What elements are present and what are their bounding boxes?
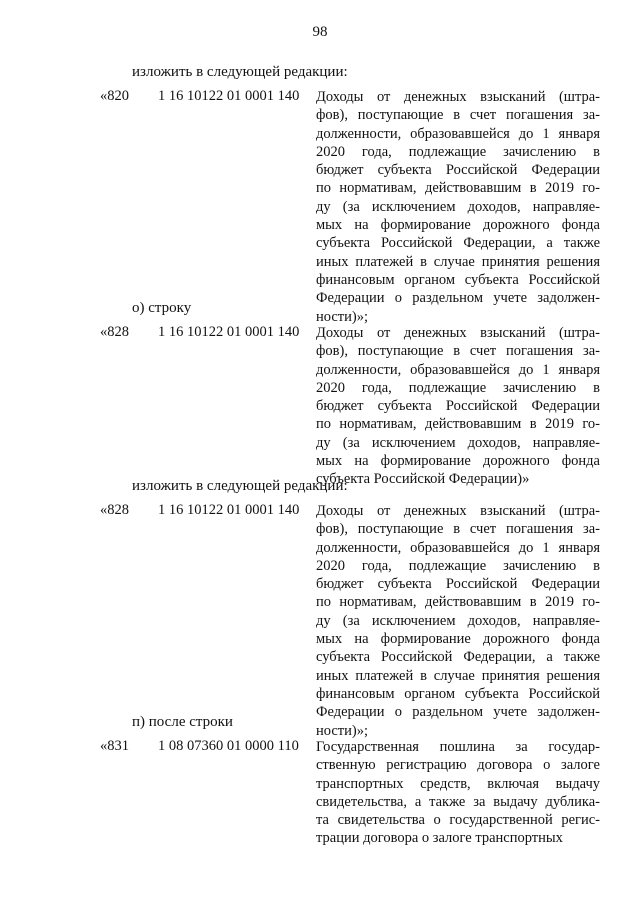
description-line: Федерации о раздельном учете задолжен-: [316, 290, 600, 307]
description-line: финансовым органом субъекта Российской: [316, 271, 600, 288]
description-line: ду (за исключением доходов, направляе-: [316, 434, 600, 451]
description-line: Федерации о раздельном учете задолжен-: [316, 704, 600, 721]
description-line: бюджет субъекта Российской Федерации: [316, 576, 600, 593]
instruction-p: п) после строки: [132, 714, 233, 730]
description-line: 2020 года, подлежащие зачислению в: [316, 557, 600, 574]
description-line: иных платежей в случае принятия решения: [316, 253, 600, 270]
description-line: та свидетельства о государственной регис-: [316, 812, 600, 829]
description-line: свидетельства, а также за выдачу дублика-: [316, 793, 600, 810]
page-number: 98: [312, 24, 328, 40]
budget-code: 1 16 10122 01 0001 140: [158, 502, 300, 518]
description-line: по нормативам, действовавшим в 2019 го-: [316, 180, 600, 197]
description-line: ственную регистрацию договора о залоге: [316, 757, 600, 774]
description-line: долженности, образовавшейся до 1 января: [316, 361, 600, 378]
budget-code: 1 08 07360 01 0000 110: [158, 738, 299, 754]
description-line: ности)»;: [316, 722, 369, 739]
description-line: бюджет субъекта Российской Федерации: [316, 398, 600, 415]
admin-code: «828: [100, 324, 129, 340]
description-line: бюджет субъекта Российской Федерации: [316, 162, 600, 179]
description-line: Доходы от денежных взысканий (штра-: [316, 503, 600, 519]
description-line: 2020 года, подлежащие зачислению в: [316, 143, 600, 160]
admin-code: «828: [100, 502, 129, 518]
income-description: [316, 502, 600, 740]
budget-code: 1 16 10122 01 0001 140: [158, 88, 300, 104]
description-line: ности)»;: [316, 308, 369, 325]
description-line: долженности, образовавшейся до 1 января: [316, 125, 600, 142]
income-description: [316, 738, 600, 848]
description-line: финансовым органом субъекта Российской: [316, 685, 600, 702]
description-line: фов), поступающие в счет погашения за-: [316, 521, 600, 538]
income-description: [316, 324, 600, 489]
income-description: [316, 88, 600, 326]
description-line: транспортных средств, включая выдачу: [316, 775, 600, 792]
description-line: Доходы от денежных взысканий (штра-: [316, 89, 600, 105]
description-line: ду (за исключением доходов, направляе-: [316, 612, 600, 629]
description-line: ду (за исключением доходов, направляе-: [316, 198, 600, 215]
description-line: по нормативам, действовавшим в 2019 го-: [316, 594, 600, 611]
instruction-first: изложить в следующей редакции:: [132, 64, 348, 80]
description-line: иных платежей в случае принятия решения: [316, 667, 600, 684]
description-line: субъекта Российской Федерации, а также: [316, 235, 600, 252]
description-line: субъекта Российской Федерации)»: [316, 471, 530, 488]
admin-code: «831: [100, 738, 129, 754]
description-line: мых на формирование дорожного фонда: [316, 453, 600, 470]
description-line: Доходы от денежных взысканий (штра-: [316, 325, 600, 341]
description-line: трации договора о залоге транспортных: [316, 830, 563, 847]
description-line: по нормативам, действовавшим в 2019 го-: [316, 416, 600, 433]
description-line: мых на формирование дорожного фонда: [316, 631, 600, 648]
description-line: долженности, образовавшейся до 1 января: [316, 539, 600, 556]
description-line: субъекта Российской Федерации, а также: [316, 649, 600, 666]
description-line: фов), поступающие в счет погашения за-: [316, 343, 600, 360]
description-line: мых на формирование дорожного фонда: [316, 217, 600, 234]
instruction-o: о) строку: [132, 300, 192, 316]
admin-code: «820: [100, 88, 129, 104]
description-line: фов), поступающие в счет погашения за-: [316, 107, 600, 124]
instruction-second: изложить в следующей редакции:: [132, 478, 348, 494]
description-line: Государственная пошлина за государ-: [316, 739, 600, 755]
description-line: 2020 года, подлежащие зачислению в: [316, 379, 600, 396]
budget-code: 1 16 10122 01 0001 140: [158, 324, 300, 340]
